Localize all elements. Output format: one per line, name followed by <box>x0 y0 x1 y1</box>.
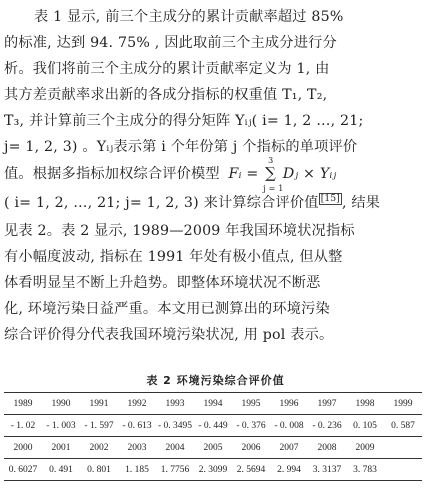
table-row <box>4 415 422 437</box>
year-cell: 1991 <box>80 393 118 415</box>
text-span: 值。根据多指标加权综合评价模型 <box>4 166 220 182</box>
sigma-upper-limit: 3 <box>268 156 274 165</box>
value-cell: 3. 3137 <box>308 459 346 481</box>
text-span: , 结果 <box>341 195 381 211</box>
text-line-with-formula <box>4 156 340 193</box>
value-cell: 2. 3099 <box>194 459 232 481</box>
year-cell: 1995 <box>232 393 270 415</box>
value-cell: 0. 105 <box>346 415 384 437</box>
value-cell: 0. 6027 <box>4 459 42 481</box>
text-line: 见表 2。表 2 显示, 1989—2009 年我国环境状况指标 <box>4 223 355 239</box>
value-cell: - 0. 008 <box>270 415 308 437</box>
value-cell: 0. 491 <box>42 459 80 481</box>
table-row <box>4 459 422 481</box>
value-cell: 1. 7756 <box>156 459 194 481</box>
text-line-with-reference <box>4 192 380 214</box>
value-cell: 2. 5694 <box>232 459 270 481</box>
value-cell: - 0. 376 <box>232 415 270 437</box>
value-cell: 0. 587 <box>384 415 422 437</box>
text-line: 表 1 显示, 前三个主成分的累计贡献率超过 85% <box>34 9 344 25</box>
formula-lhs: Fᵢ = <box>228 166 259 182</box>
year-cell: 1989 <box>4 393 42 415</box>
value-cell <box>384 459 422 481</box>
value-cell: 2. 994 <box>270 459 308 481</box>
year-cell: 2000 <box>4 437 42 459</box>
text-line: 化, 环境污染日益严重。本文用已测算出的环境污染 <box>4 301 330 317</box>
text-line: 的标准, 达到 94. 75% , 因此取前三个主成分进行分 <box>4 35 337 51</box>
value-cell: - 1. 597 <box>80 415 118 437</box>
value-cell: - 1. 003 <box>42 415 80 437</box>
year-cell: 2008 <box>308 437 346 459</box>
year-cell: 2002 <box>80 437 118 459</box>
weighted-sum-formula <box>228 156 337 193</box>
value-cell: - 0. 449 <box>194 415 232 437</box>
text-line: 析。我们将前三个主成分的累计贡献率定义为 1, 由 <box>4 61 330 77</box>
citation-reference[interactable]: [15] <box>320 194 340 205</box>
year-cell: 2009 <box>346 437 384 459</box>
text-line: 体看明显呈不断上升趋势。即整体环境状况不断恶 <box>4 275 321 291</box>
year-cell: 1999 <box>384 393 422 415</box>
text-line: j= 1, 2, 3) 。Yᵢⱼ表示第 i 个年份第 j 个指标的单项评价 <box>4 139 358 155</box>
year-cell: 1994 <box>194 393 232 415</box>
year-cell: 2001 <box>42 437 80 459</box>
year-cell: 2004 <box>156 437 194 459</box>
sigma-symbol: ∑ 3 j = 1 <box>265 162 276 184</box>
year-cell: 2003 <box>118 437 156 459</box>
year-cell: 2007 <box>270 437 308 459</box>
text-line: 综合评价得分代表我国环境污染状况, 用 pol 表示。 <box>4 327 334 343</box>
value-cell: 3. 783 <box>346 459 384 481</box>
value-cell: 1. 185 <box>118 459 156 481</box>
value-cell: - 0. 236 <box>308 415 346 437</box>
sigma-lower-limit: j = 1 <box>263 184 284 193</box>
year-cell: 1993 <box>156 393 194 415</box>
table-caption: 表 2 环境污染综合评价值 <box>146 374 285 387</box>
year-cell: 1997 <box>308 393 346 415</box>
year-cell: 2006 <box>232 437 270 459</box>
text-line: 有小幅度波动, 指标在 1991 年处有极小值点, 但从整 <box>4 249 343 265</box>
text-line: 其方差贡献率求出新的各成分指标的权重值 T₁, T₂, <box>4 87 328 103</box>
formula-rhs: Dⱼ × Yᵢⱼ <box>282 166 337 182</box>
value-cell: 0. 801 <box>80 459 118 481</box>
year-cell: 1998 <box>346 393 384 415</box>
year-cell: 1992 <box>118 393 156 415</box>
value-cell: - 0. 613 <box>118 415 156 437</box>
value-cell: - 0. 3495 <box>156 415 194 437</box>
year-cell <box>384 437 422 459</box>
evaluation-table <box>4 392 422 481</box>
table-header-row <box>4 393 422 415</box>
table-header-row <box>4 437 422 459</box>
year-cell: 2005 <box>194 437 232 459</box>
year-cell: 1996 <box>270 393 308 415</box>
text-span: ( i= 1, 2, …, 21; j= 1, 2, 3) 来计算综合评价值 <box>4 195 319 211</box>
value-cell: - 1. 02 <box>4 415 42 437</box>
text-line: T₃, 并计算前三个主成分的得分矩阵 Yᵢⱼ( i= 1, 2 …, 21; <box>4 113 364 129</box>
year-cell: 1990 <box>42 393 80 415</box>
